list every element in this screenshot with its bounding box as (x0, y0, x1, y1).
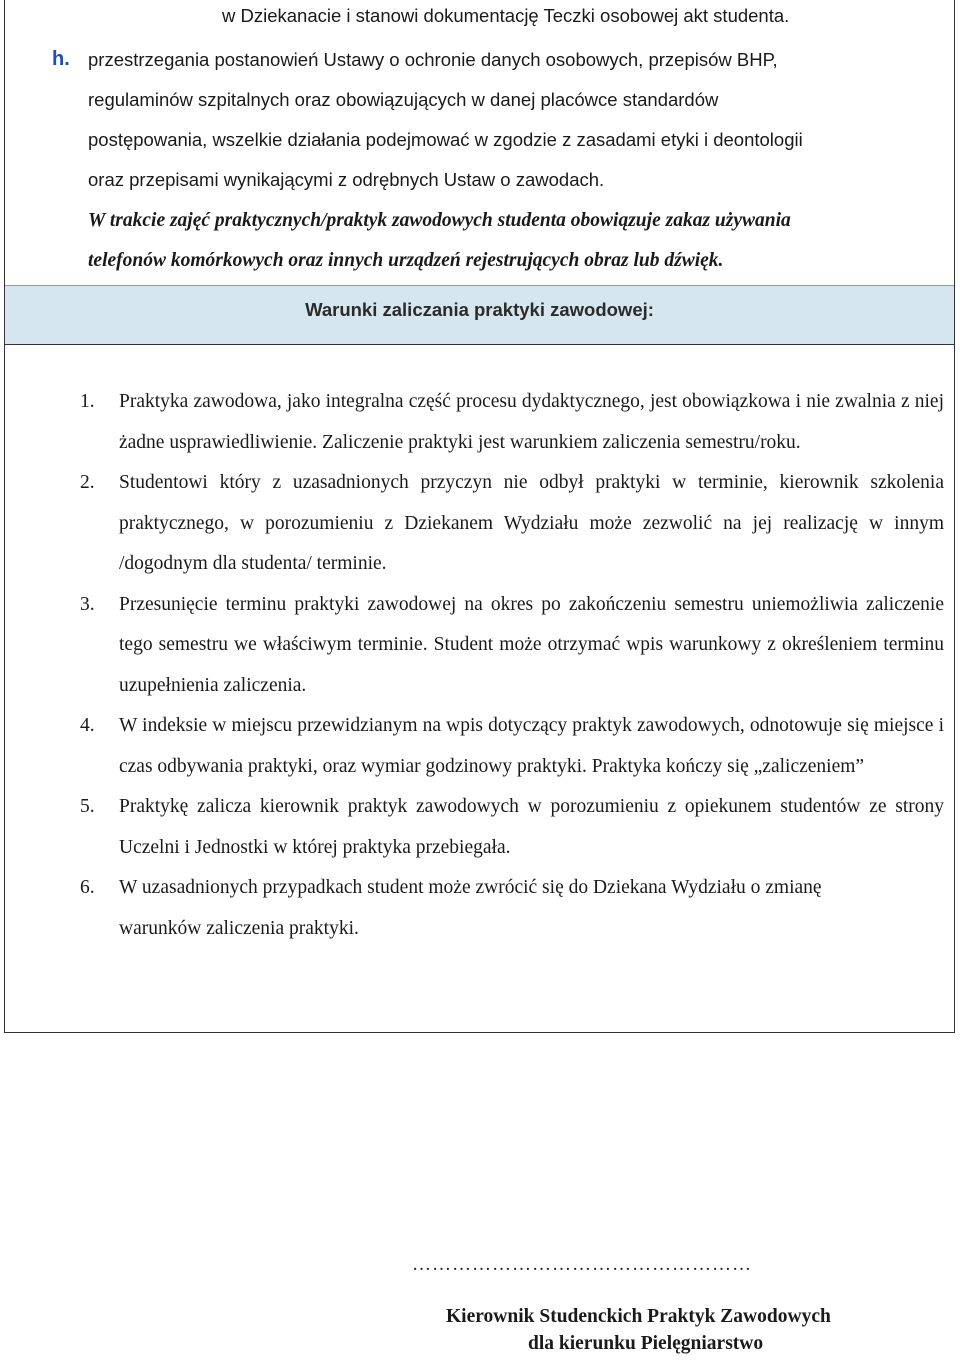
condition-item (80, 585, 944, 707)
condition-number: 5. (80, 796, 95, 817)
signature-line: …………………………………………… (412, 1254, 752, 1275)
signature-title-line-1: Kierownik Studenckich Praktyk Zawodowych (446, 1306, 831, 1327)
condition-text: W uzasadnionych przypadkach student może zwrócić się do Dziekana Wydziału o zmianę warunków zaliczenia praktyki. (119, 877, 822, 939)
condition-text: Przesunięcie terminu praktyki zawodowej na okres po zakończeniu semestru uniemożliwia zaliczenie tego semestru we właściwym terminie. Student może otrzymać wpis warunkowy z określeniem terminu uzupełnienia zaliczenia. (119, 593, 944, 696)
condition-text: Studentowi który z uzasadnionych przyczyn nie odbył praktyki w terminie, kierownik szkolenia praktycznego, w porozumieniu z Dziekanem Wydziału może zezwolić na jej realizację w innym /dogodnym dla studenta/ terminie. (119, 472, 944, 574)
condition-number: 2. (80, 472, 95, 493)
previous-line: w Dziekanacie i stanowi dokumentację Teczki osobowej akt studenta. (222, 5, 790, 26)
phone-ban-line-1: W trakcie zajęć praktycznych/praktyk zawodowych studenta obowiązuje zakaz używania (88, 210, 791, 231)
condition-number: 4. (80, 715, 95, 736)
item-letter-h: h. (52, 48, 70, 70)
section-h-line-4: oraz przepisami wynikającymi z odrębnych Ustaw o zawodach. (88, 169, 605, 190)
condition-item (80, 382, 944, 463)
section-h-line-1: przestrzegania postanowień Ustawy o ochronie danych osobowych, przepisów BHP, (88, 49, 778, 70)
section-h-line-3: postępowania, wszelkie działania podejmować w zgodzie z zasadami etyki i deontologii (88, 129, 803, 150)
section-h-line-2: regulaminów szpitalnych oraz obowiązujących w danej placówce standardów (88, 89, 719, 110)
condition-text: W indeksie w miejscu przewidzianym na wpis dotyczący praktyk zawodowych, odnotowuje się miejsce i czas odbywania praktyki, oraz wymiar godzinowy praktyki. Praktyka kończy się „zaliczeniem” (119, 715, 944, 777)
condition-number: 3. (80, 593, 95, 615)
phone-ban-line-2: telefonów komórkowych oraz innych urządzeń rejestrujących obraz lub dźwięk. (88, 250, 724, 271)
condition-item (80, 706, 944, 787)
condition-number: 6. (80, 877, 95, 898)
condition-number: 1. (80, 391, 95, 412)
conditions-title: Warunki zaliczania praktyki zawodowej: (305, 299, 654, 320)
condition-text: Praktykę zalicza kierownik praktyk zawodowych w porozumieniu z opiekunem studentów ze strony Uczelni i Jednostki w której praktyka przebiegała. (119, 796, 944, 858)
condition-item (80, 868, 944, 949)
condition-item (80, 463, 944, 585)
conditions-list (80, 382, 944, 949)
condition-text: Praktyka zawodowa, jako integralna część procesu dydaktycznego, jest obowiązkowa i nie zwalnia z niej żadne usprawiedliwienie. Zaliczenie praktyki jest warunkiem zaliczenia semestru/roku. (119, 391, 944, 453)
conditions-header (5, 285, 954, 345)
condition-item (80, 787, 944, 868)
signature-title-line-2: dla kierunku Pielęgniarstwo (528, 1333, 764, 1354)
